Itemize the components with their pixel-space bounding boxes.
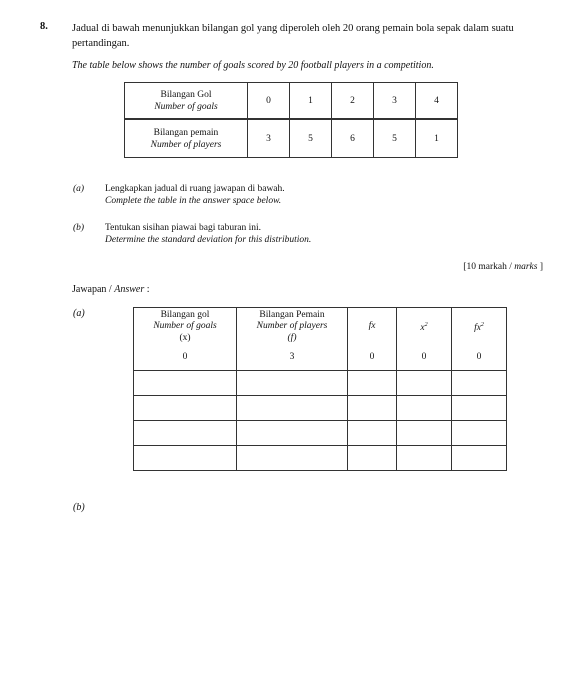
answer-blank-cell[interactable] — [452, 446, 507, 471]
col1-ms: Bilangan gol — [160, 309, 210, 320]
part-a-malay: Lengkapkan jadual di ruang jawapan di bawah. — [105, 184, 285, 194]
answer-blank-cell[interactable] — [397, 446, 452, 471]
goal-value-cell: 2 — [332, 83, 374, 120]
answer-blank-cell[interactable] — [134, 421, 237, 446]
answer-label-ms: Jawapan / — [72, 284, 115, 295]
players-header-ms: Bilangan pemain — [153, 127, 219, 138]
part-b-english: Determine the standard deviation for this distribution. — [105, 235, 312, 245]
header-fx: fx — [348, 308, 397, 347]
goal-value-cell: 3 — [374, 83, 416, 120]
part-b-text — [105, 222, 311, 246]
answer-blank-cell[interactable] — [348, 421, 397, 446]
goal-value-cell: 0 — [248, 83, 290, 120]
answer-table-row[interactable] — [134, 446, 507, 471]
header-fx-squared — [452, 308, 507, 347]
col2-en: Number of players — [256, 321, 328, 332]
goal-value-cell: 4 — [416, 83, 458, 120]
answer-table — [133, 307, 507, 471]
player-count-cell: 3 — [248, 119, 290, 158]
marks-allocation — [463, 262, 543, 272]
part-a-english: Complete the table in the answer space below. — [105, 196, 282, 206]
answer-table-row[interactable] — [134, 421, 507, 446]
question-number: 8. — [40, 21, 48, 32]
goals-frequency-table — [124, 82, 458, 158]
goals-header-cell — [125, 83, 248, 120]
part-b-malay: Tentukan sisihan piawai bagi taburan ini. — [105, 223, 262, 233]
answer-table-row — [134, 346, 507, 371]
goals-header-ms: Bilangan Gol — [160, 89, 212, 100]
question-malay-text: Jadual di bawah menunjukkan bilangan gol yang diperoleh oleh 20 orang pemain bola sepak dalam suatu pertandingan. — [72, 23, 514, 49]
answer-blank-cell[interactable] — [452, 371, 507, 396]
col2-symbol: (f) — [287, 332, 297, 343]
part-b-label: (b) — [73, 223, 85, 233]
goals-header-en: Number of goals — [154, 101, 218, 112]
answer-blank-cell[interactable] — [237, 396, 348, 421]
answer-part-b-label: (b) — [73, 502, 85, 513]
x-base: x — [420, 322, 425, 333]
header-number-of-goals — [134, 308, 237, 347]
answer-cell-f: 3 — [237, 346, 348, 371]
answer-part-a-label: (a) — [73, 308, 85, 319]
question-english-text: The table below shows the number of goals scored by 20 football players in a competition. — [72, 60, 434, 71]
answer-cell-x: 0 — [134, 346, 237, 371]
answer-blank-cell[interactable] — [397, 396, 452, 421]
answer-table-header-row — [134, 308, 507, 347]
answer-label-en: Answer — [114, 284, 145, 295]
answer-heading — [72, 284, 150, 295]
answer-table-row[interactable] — [134, 371, 507, 396]
answer-blank-cell[interactable] — [397, 371, 452, 396]
answer-blank-cell[interactable] — [348, 371, 397, 396]
marks-suffix: ] — [537, 262, 543, 272]
col1-symbol: (x) — [179, 332, 191, 343]
answer-blank-cell[interactable] — [348, 446, 397, 471]
player-count-cell: 5 — [290, 119, 332, 158]
x-exponent: 2 — [424, 321, 428, 328]
col2-ms: Bilangan Pemain — [259, 309, 325, 320]
answer-blank-cell[interactable] — [452, 396, 507, 421]
marks-prefix: [10 markah / — [463, 262, 515, 272]
answer-blank-cell[interactable] — [134, 446, 237, 471]
players-header-en: Number of players — [150, 139, 222, 150]
answer-blank-cell[interactable] — [134, 371, 237, 396]
marks-word: marks — [514, 262, 538, 272]
players-row — [125, 119, 458, 158]
answer-blank-cell[interactable] — [237, 371, 348, 396]
answer-colon: : — [144, 284, 150, 295]
part-a-label: (a) — [73, 184, 85, 194]
header-x-squared — [397, 308, 452, 347]
answer-cell-x2: 0 — [397, 346, 452, 371]
part-a-text — [105, 183, 285, 207]
answer-cell-fx: 0 — [348, 346, 397, 371]
answer-blank-cell[interactable] — [397, 421, 452, 446]
answer-blank-cell[interactable] — [452, 421, 507, 446]
player-count-cell: 1 — [416, 119, 458, 158]
answer-blank-cell[interactable] — [237, 446, 348, 471]
answer-blank-cell[interactable] — [237, 421, 348, 446]
col1-en: Number of goals — [153, 321, 217, 332]
fx-exponent: 2 — [480, 321, 484, 328]
header-number-of-players — [237, 308, 348, 347]
players-header-cell — [125, 119, 248, 158]
answer-cell-fx2: 0 — [452, 346, 507, 371]
answer-blank-cell[interactable] — [348, 396, 397, 421]
answer-table-row[interactable] — [134, 396, 507, 421]
goal-value-cell: 1 — [290, 83, 332, 120]
fx-base: fx — [474, 322, 481, 333]
player-count-cell: 5 — [374, 119, 416, 158]
player-count-cell: 6 — [332, 119, 374, 158]
answer-blank-cell[interactable] — [134, 396, 237, 421]
goals-row — [125, 83, 458, 120]
